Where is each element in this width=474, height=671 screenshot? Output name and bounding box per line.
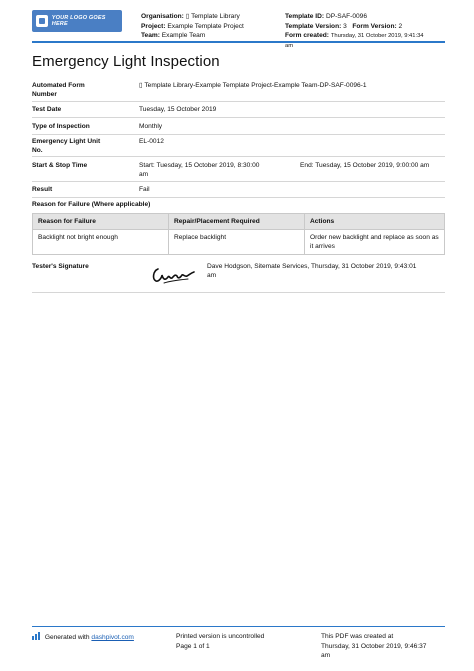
form-version-label: Form Version: (352, 22, 397, 30)
unit-label: Emergency Light Unit No. (32, 138, 101, 154)
form-version-value: 2 (398, 22, 403, 30)
signature-image (150, 263, 196, 287)
signature-details: Dave Hodgson, Sitemate Services, Thursday, 31 October 2019, 9:43:01 am (207, 263, 417, 279)
form-number-icon: ▯ (139, 82, 143, 89)
unit-value: EL-0012 (139, 138, 164, 145)
col-repair: Repair/Placement Required (169, 214, 305, 230)
project-value: Example Template Project (167, 22, 244, 30)
created-line-3: am (321, 652, 331, 659)
result-label: Result (32, 186, 53, 193)
type-label: Type of Inspection (32, 123, 90, 130)
dashpivot-icon (32, 632, 40, 640)
page-title: Emergency Light Inspection (32, 53, 220, 70)
header-template-block (285, 12, 445, 51)
row-test-date (32, 101, 445, 118)
template-id-label: Template ID: (285, 13, 325, 20)
printed-line: Printed version is uncontrolled (176, 633, 265, 640)
footer-print-info (176, 632, 264, 651)
failure-section-title: Reason for Failure (Where applicable) (32, 201, 151, 208)
row-result (32, 181, 445, 198)
organisation-icon: ▯ (185, 13, 190, 20)
created-line-2: Thursday, 31 October 2019, 9:46:37 (321, 642, 427, 650)
row-unit-number (32, 134, 445, 157)
footer-created-info (321, 632, 426, 661)
form-created-value: Thursday, 31 October 2019, 9:41:34 (330, 33, 424, 39)
row-automated-form-number (32, 78, 445, 102)
table-row (33, 230, 445, 255)
automated-form-number-label: Automated Form Number (32, 82, 85, 98)
cell-actions: Order new backlight and replace as soon as it arrives (305, 230, 445, 255)
footer-generated (32, 632, 134, 643)
col-reason: Reason for Failure (33, 214, 169, 230)
start-time-value: Start: Tuesday, 15 October 2019, 8:30:00 am (139, 162, 260, 178)
project-label: Project: (141, 22, 166, 30)
row-type-of-inspection (32, 117, 445, 135)
logo-text: YOUR LOGO GOES HERE (51, 15, 106, 27)
signature-label: Tester's Signature (32, 263, 89, 270)
team-value: Example Team (161, 32, 206, 39)
page-line: Page 1 of 1 (176, 642, 210, 650)
generated-prefix: Generated with (44, 634, 90, 641)
team-label: Team: (141, 32, 160, 39)
row-signature (32, 258, 445, 293)
test-date-value: Tuesday, 15 October 2019 (139, 106, 217, 113)
cell-reason: Backlight not bright enough (33, 230, 169, 255)
logo-icon (36, 15, 48, 27)
company-logo (32, 10, 122, 32)
dashpivot-link[interactable]: dashpivot.com (91, 634, 134, 641)
col-actions: Actions (305, 214, 445, 230)
failure-table (32, 213, 445, 255)
template-id-value: DP-SAF-0096 (325, 13, 367, 20)
organisation-value: Template Library (191, 13, 240, 20)
header-divider (32, 41, 445, 43)
form-created-label: Form created: (285, 32, 329, 39)
header-org-block (141, 12, 244, 41)
end-time-value: End: Tuesday, 15 October 2019, 9:00:00 am (300, 162, 430, 169)
test-date-label: Test Date (32, 106, 62, 113)
automated-form-number-value: ▯ Template Library-Example Template Project-Example Team-DP-SAF-0096-1 (139, 82, 367, 89)
organisation-label: Organisation: (141, 13, 184, 20)
time-label: Start & Stop Time (32, 162, 88, 169)
row-start-stop-time (32, 156, 445, 182)
result-value: Fail (139, 186, 150, 193)
cell-repair: Replace backlight (169, 230, 305, 255)
footer-divider (32, 626, 445, 627)
form-created-value-cont: am (285, 42, 294, 49)
type-value: Monthly (139, 123, 163, 130)
template-version-value: 3 (343, 22, 347, 30)
template-version-label: Template Version: (285, 22, 342, 30)
created-line-1: This PDF was created at (321, 633, 394, 640)
